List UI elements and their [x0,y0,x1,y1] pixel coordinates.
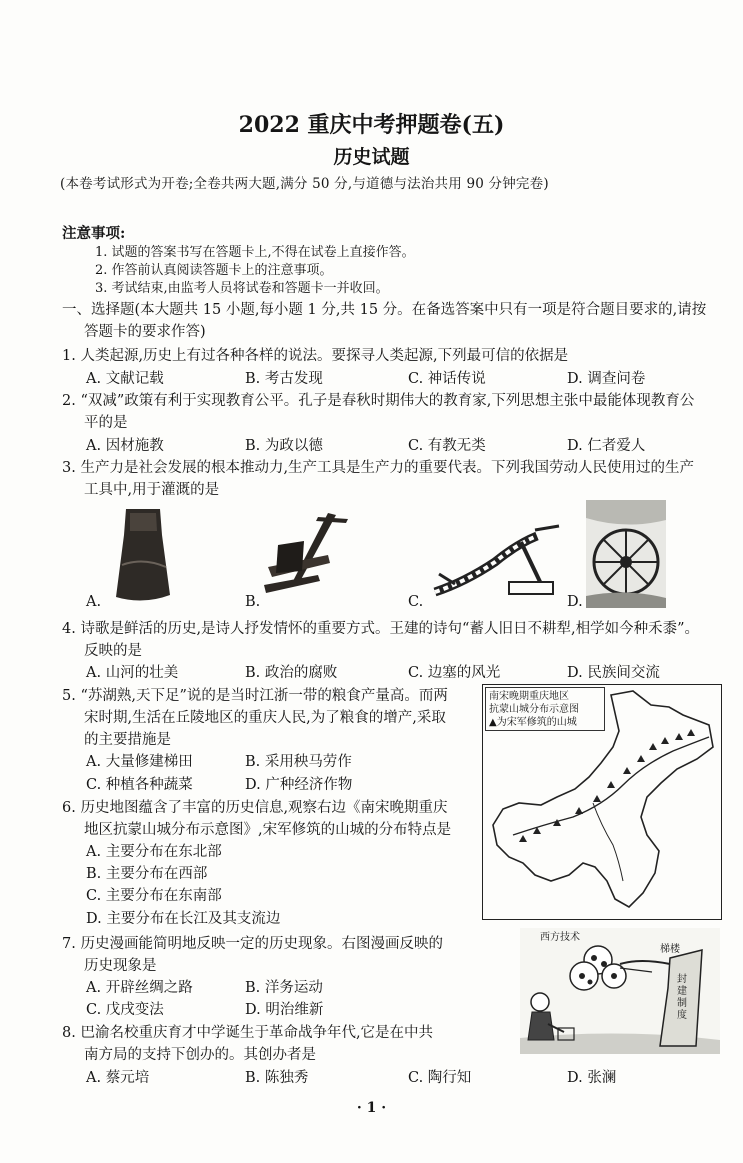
cartoon-label: 西方技术 [540,932,580,943]
waterwheel-image [586,500,666,608]
exam-title: 2022 重庆中考押题卷(五) [238,112,505,138]
option-b: B. 主要分布在西部 [86,866,208,882]
option-c: C. 神话传说 [408,371,486,387]
option-b: B. 洋务运动 [245,980,323,996]
map-legend-item: ▲为宋军修筑的山城 [489,717,577,728]
question-stem: 3. 生产力是社会发展的根本推动力,生产工具是生产力的重要代表。下列我国劳动人民使用过的生产 [62,460,695,476]
option-c: C. 陶行知 [408,1070,472,1086]
option-a: A. 主要分布在东北部 [86,844,222,860]
option-d: D. 民族间交流 [567,665,660,681]
option-d: D. [567,594,583,610]
question-stem-cont: 历史现象是 [84,958,157,974]
question-stem-cont: 工具中,用于灌溉的是 [84,482,220,498]
option-b: B. 采用秧马劳作 [245,754,352,770]
notice-item: 3. 考试结束,由监考人员将试卷和答题卡一并收回。 [95,281,389,296]
option-a: A. 蔡元培 [86,1070,150,1086]
option-c: C. 有教无类 [408,438,486,454]
option-c: C. 种植各种蔬菜 [86,777,193,793]
option-d: D. 仁者爱人 [567,438,646,454]
cartoon-drawing-icon [520,928,720,1054]
option-a: A. 开辟丝绸之路 [86,980,193,996]
option-c: C. 边塞的风光 [408,665,501,681]
question-stem: 1. 人类起源,历史上有过各种各样的说法。要探寻人类起源,下列最可信的依据是 [62,348,569,364]
question-stem: 7. 历史漫画能简明地反映一定的历史现象。右图漫画反映的 [62,936,443,952]
option-b: B. [245,594,261,610]
section-heading-cont: 答题卡的要求作答) [84,324,206,340]
option-c: C. 戊戌变法 [86,1002,164,1018]
question-stem-cont: 南方局的支持下创办的。其创办者是 [84,1047,316,1063]
notice-item: 2. 作答前认真阅读答题卡上的注意事项。 [95,263,333,278]
option-d: D. 明治维新 [245,1002,324,1018]
plough-tool-image [258,505,354,605]
curved-plough-image [425,522,565,604]
map-legend-title: 抗蒙山城分布示意图 [489,704,579,715]
history-cartoon [520,928,720,1054]
map-outline-icon [483,685,721,919]
option-a: A. 大量修建梯田 [86,754,193,770]
page-number: · 1 · [356,1100,387,1116]
option-a: A. 文献记载 [86,371,164,387]
option-a: A. 因材施教 [86,438,164,454]
question-stem: 8. 巴渝名校重庆育才中学诞生于革命战争年代,它是在中共 [62,1025,434,1041]
section-heading: 一、选择题(本大题共 15 小题,每小题 1 分,共 15 分。在备选答案中只有一项是符合题目要求的,请按 [62,302,707,318]
question-stem-cont: 平的是 [84,415,128,431]
question-stem-cont: 地区抗蒙山城分布示意图》,宋军修筑的山城的分布特点是 [84,822,452,838]
option-a: A. 山河的壮美 [86,665,179,681]
notice-heading: 注意事项: [62,225,126,242]
question-stem: 6. 历史地图蕴含了丰富的历史信息,观察右边《南宋晚期重庆 [62,800,448,816]
question-stem-cont: 的主要措施是 [84,732,171,748]
question-stem: 4. 诗歌是鲜活的历史,是诗人抒发情怀的重要方式。王建的诗句“蓄人旧日不耕犁,相学如今种禾黍”。 [62,621,699,637]
option-d: D. 调查问卷 [567,371,646,387]
option-d: D. 张澜 [567,1070,617,1086]
option-c: C. 主要分布在东南部 [86,888,222,904]
cartoon-label: 封建制度 [677,974,687,1021]
exam-note: (本卷考试形式为开卷;全卷共两大题,满分 50 分,与道德与法治共用 90 分钟完卷) [60,176,549,192]
option-b: B. 政治的腐败 [245,665,338,681]
bronze-tool-image [108,505,178,608]
question-stem: 5. “苏湖熟,天下足”说的是当时江浙一带的粮食产量高。而两 [62,688,448,704]
option-b: B. 考古发现 [245,371,323,387]
option-a: A. [86,594,102,610]
question-stem-cont: 宋时期,生活在丘陵地区的重庆人民,为了粮食的增产,采取 [84,710,446,726]
question-stem: 2. “双减”政策有利于实现教育公平。孔子是春秋时期伟大的教育家,下列思想主张中最能体现教育公 [62,393,695,409]
notice-item: 1. 试题的答案书写在答题卡上,不得在试卷上直接作答。 [95,245,415,260]
chongqing-map [482,684,722,920]
map-legend-title: 南宋晚期重庆地区 [489,691,569,702]
question-stem-cont: 反映的是 [84,643,142,659]
option-d: D. 主要分布在长江及其支流边 [86,911,281,927]
option-d: D. 广种经济作物 [245,777,353,793]
cartoon-label: 梯楼 [660,944,680,955]
option-b: B. 为政以德 [245,438,323,454]
option-c: C. [408,594,424,610]
option-b: B. 陈独秀 [245,1070,309,1086]
exam-subtitle: 历史试题 [333,146,410,168]
